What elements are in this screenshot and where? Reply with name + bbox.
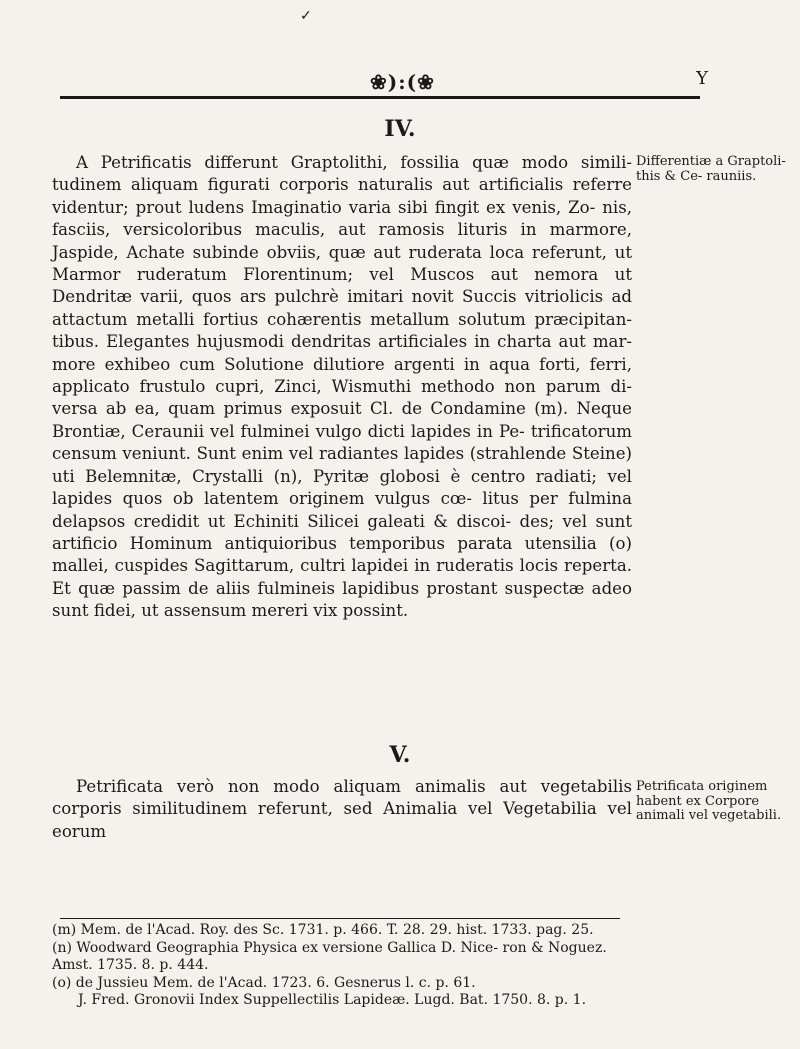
margin-note-petrificata: Petrificata originem habent ex Corpore animali vel vegetabili. (636, 779, 782, 823)
footnote-m: (m) Mem. de l'Acad. Roy. des Sc. 1731. p. 466. T. 28. 29. hist. 1733. pag. 25. (52, 922, 594, 938)
section-number-iv: IV. (384, 116, 416, 142)
footnotes (52, 922, 612, 1010)
section-iv-paragraph: A Petrificatis differunt Graptolithi, fossilia quæ modo simili- tudinem aliquam figurati corporis naturalis aut artificialis referre videntur; prout ludens Imaginatio varia sibi fingit ex venis, Zo- nis, fasciis, versicoloribus maculis, aut ramosis lituris in marmore, Jaspide, Achate subinde obviis, quæ aut ruderata loca referunt, ut Marmor ruderatum Florentinum; vel Muscos aut nemora ut Dendritæ varii, quos ars pulchrè imitari novit Succis vitriolicis ad attactum metalli fortius cohærentis metallum solutum præcipitan- tibus. Elegantes hujusmodi dendritas artificiales in charta aut mar- more exhibeo cum Solutione dilutiore argenti in aqua forti, ferri, applicato frustulo cupri, Zinci, Wismuthi methodo non parum di- versa ab ea, quam primus exposuit Cl. de Condamine (m). Neque Brontiæ, Ceraunii vel fulminei vulgo dicti lapides in Pe- trificatorum censum veniunt. Sunt enim vel radiantes lapides (strahlende Steine) uti Belemnitæ, Crystalli (n), Pyritæ globosi è centro radiati; vel lapides quos ob latentem originem vulgus cœ- litus per fulmina delapsos credidit ut Echiniti Silicei galeati & discoi- des; vel sunt artificio Hominum antiquioribus temporibus parata utensilia (o) mallei, cuspides Sagittarum, cultri lapidei in ruderatis locis reperta. Et quæ passim de aliis fulmineis lapidibus prostant suspectæ adeo sunt fidei, ut assensum mereri vix possint. (52, 153, 632, 621)
header-corner-mark: Y (696, 68, 708, 89)
page-header (60, 68, 708, 98)
section-number-v: V. (389, 742, 411, 768)
top-pencil-mark: ✓ (300, 8, 312, 24)
section-v-body (52, 776, 632, 843)
footnote-n: (n) Woodward Geographia Physica ex versione Gallica D. Nice- ron & Noguez. Amst. 1735. 8. p. 444. (52, 939, 607, 973)
header-rule (60, 96, 700, 99)
footnote-o: (o) de Jussieu Mem. de l'Acad. 1723. 6. Gesnerus l. c. p. 61. (52, 974, 476, 991)
footnote-rule (60, 918, 620, 919)
margin-note-graptolithi: Differentiæ a Graptoli- this & Ce- rauniis. (636, 154, 786, 184)
footnote-o-continued: J. Fred. Gronovii Index Suppellectilis Lapideæ. Lugd. Bat. 1750. 8. p. 1. (78, 992, 587, 1008)
section-iv-body (52, 152, 632, 623)
header-ornament: ❀):(❀ (370, 70, 435, 94)
section-v-paragraph: Petrificata verò non modo aliquam animalis aut vegetabilis corporis similitudinem referunt, sed Animalia vel Vegetabilia vel eorum (52, 777, 632, 841)
